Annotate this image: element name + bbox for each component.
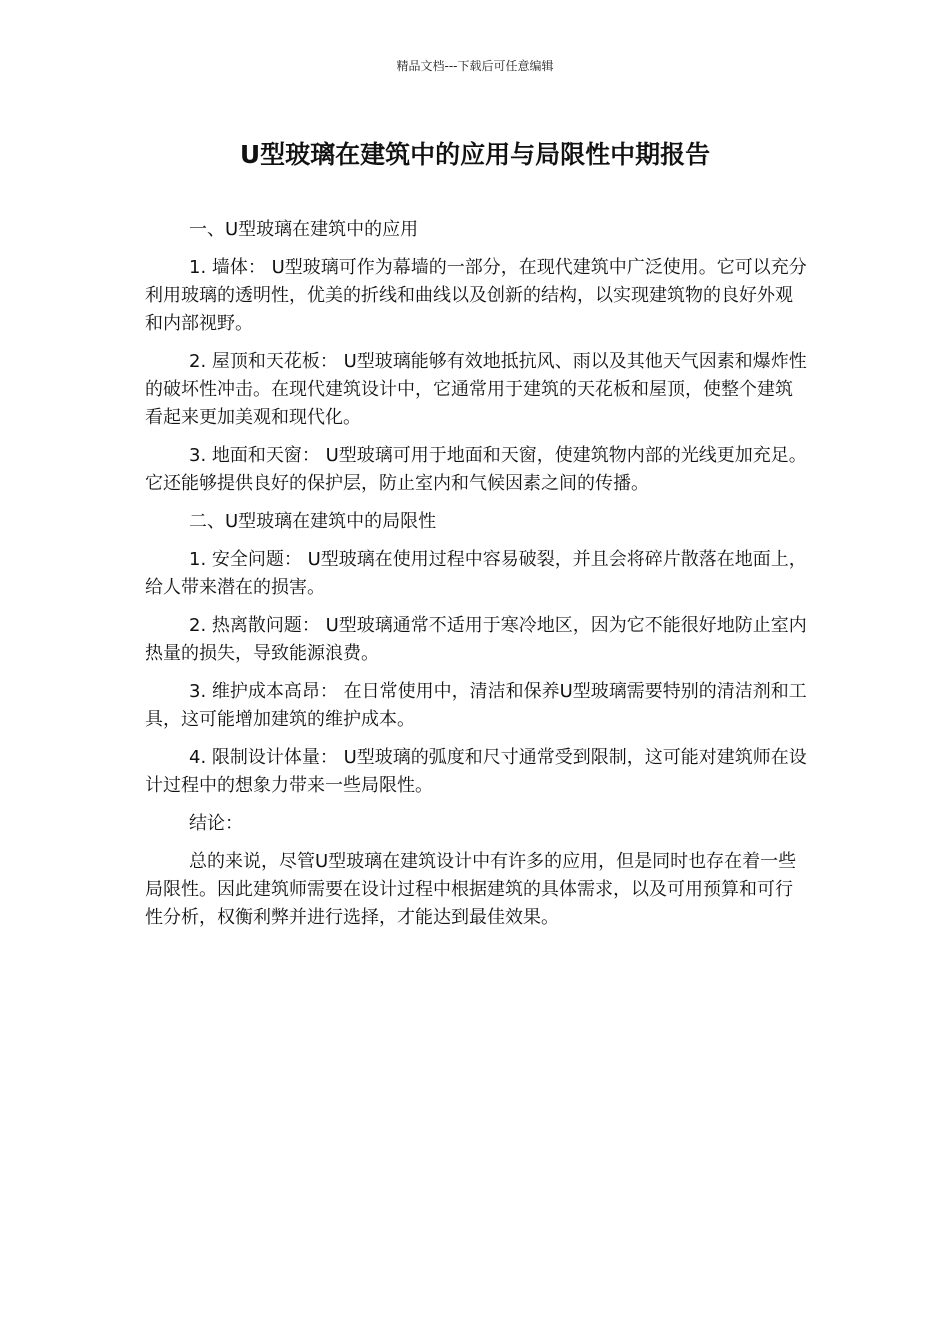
paragraph-maintenance-cost: 3. 维护成本高昂： 在日常使用中，清洁和保养U型玻璃需要特别的清洁剂和工具，这可能增加建筑的维护成本。 [145,681,807,730]
paragraph-floor-skylight: 3. 地面和天窗： U型玻璃可用于地面和天窗，使建筑物内部的光线更加充足。它还能够提供良好的保护层，防止室内和气候因素之间的传播。 [145,445,807,494]
paragraph-roof-ceiling: 2. 屋顶和天花板： U型玻璃能够有效地抵抗风、雨以及其他天气因素和爆炸性的破坏性冲击。在现代建筑设计中，它通常用于建筑的天花板和屋顶，使整个建筑看起来更加美观和现代化。 [145,351,807,428]
section-heading-applications: 一、U型玻璃在建筑中的应用 [189,219,419,240]
paragraph-safety: 1. 安全问题： U型玻璃在使用过程中容易破裂，并且会将碎片散落在地面上，给人带来潜在的损害。 [145,549,807,598]
section-heading-conclusion: 结论： [189,813,243,834]
paragraph-heat-loss: 2. 热离散问题： U型玻璃通常不适用于寒冷地区，因为它不能很好地防止室内热量的损失，导致能源浪费。 [145,615,807,664]
paragraph-design-limits: 4. 限制设计体量： U型玻璃的弧度和尺寸通常受到限制，这可能对建筑师在设计过程中的想象力带来一些局限性。 [145,747,807,796]
paragraph-walls: 1. 墙体： U型玻璃可作为幕墙的一部分，在现代建筑中广泛使用。它可以充分利用玻璃的透明性，优美的折线和曲线以及创新的结构，以实现建筑物的良好外观和内部视野。 [145,257,807,334]
paragraph-conclusion: 总的来说，尽管U型玻璃在建筑设计中有许多的应用，但是同时也存在着一些局限性。因此建筑师需要在设计过程中根据建筑的具体需求，以及可用预算和可行性分析，权衡利弊并进行选择，才能达到最佳效果。 [145,851,797,928]
page-header-watermark: 精品文档---下载后可任意编辑 [396,59,554,73]
document-body [145,216,807,942]
section-heading-limitations: 二、U型玻璃在建筑中的局限性 [189,511,437,532]
document-title: U型玻璃在建筑中的应用与局限性中期报告 [239,140,711,169]
